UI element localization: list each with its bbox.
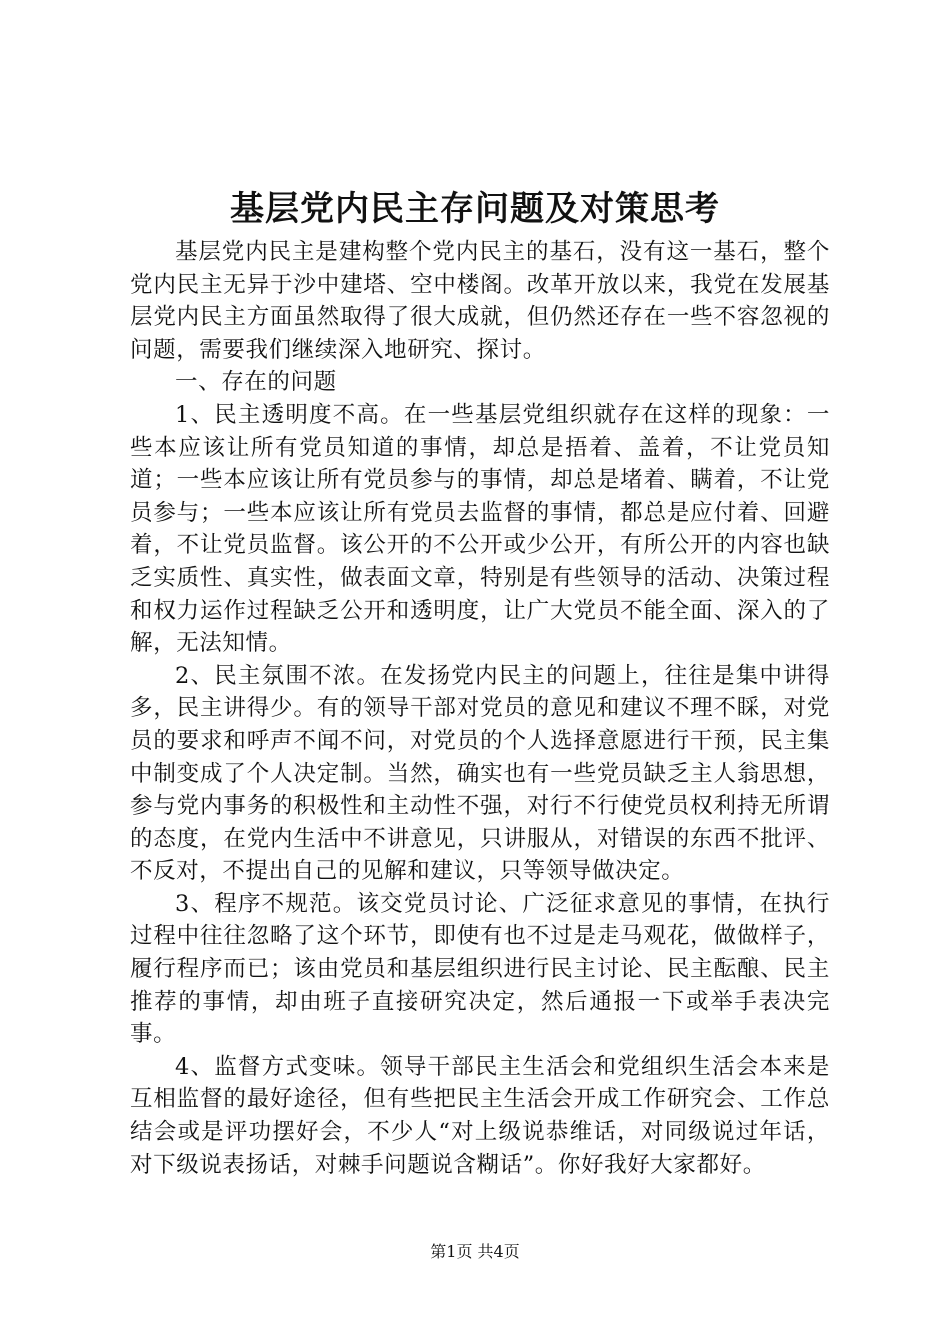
paragraph-item-4: 4、监督方式变味。领导干部民主生活会和党组织生活会本来是互相监督的最好途径，但有些把民主生活会开成工作研究会、工作总结会或是评功摆好会，不少人“对上级说恭维话，对同级说过年话，对下级说表扬话，对棘手问题说含糊话”。你好我好大家都好。 xyxy=(130,1053,830,1178)
page-footer: 第1页 共4页 xyxy=(430,1242,520,1261)
paragraph-item-2: 2、民主氛围不浓。在发扬党内民主的问题上，往往是集中讲得多，民主讲得少。有的领导干部对党员的意见和建议不理不睬，对党员的要求和呼声不闻不问，对党员的个人选择意愿进行干预，民主集中制变成了个人决定制。当然，确实也有一些党员缺乏主人翁思想，参与党内事务的积极性和主动性不强，对行不行使党员权利持无所谓的态度，在党内生活中不讲意见，只讲服从，对错误的东西不批评、不反对，不提出自己的见解和建议，只等领导做决定。 xyxy=(130,662,830,885)
paragraph-item-1: 1、民主透明度不高。在一些基层党组织就存在这样的现象：一些本应该让所有党员知道的事情，却总是捂着、盖着，不让党员知道；一些本应该让所有党员参与的事情，却总是堵着、瞒着，不让党员参与；一些本应该让所有党员去监督的事情，都总是应付着、回避着，不让党员监督。该公开的不公开或少公开，有所公开的内容也缺乏实质性、真实性，做表面文章，特别是有些领导的活动、决策过程和权力运作过程缺乏公开和透明度，让广大党员不能全面、深入的了解，无法知情。 xyxy=(130,401,830,657)
document-body xyxy=(130,236,830,1181)
paragraph-item-3: 3、程序不规范。该交党员讨论、广泛征求意见的事情，在执行过程中往往忽略了这个环节，即使有也不过是走马观花，做做样子，履行程序而已；该由党员和基层组织进行民主讨论、民主酝酿、民主推荐的事情，却由班子直接研究决定，然后通报一下或举手表决完事。 xyxy=(130,890,830,1048)
paragraph-intro: 基层党内民主是建构整个党内民主的基石，没有这一基石，整个党内民主无异于沙中建塔、空中楼阁。改革开放以来，我党在发展基层党内民主方面虽然取得了很大成就，但仍然还存在一些不容忽视的问题，需要我们继续深入地研究、探讨。 xyxy=(130,239,830,363)
document-title: 基层党内民主存问题及对策思考 xyxy=(230,189,720,229)
section-heading: 一、存在的问题 xyxy=(175,369,337,396)
